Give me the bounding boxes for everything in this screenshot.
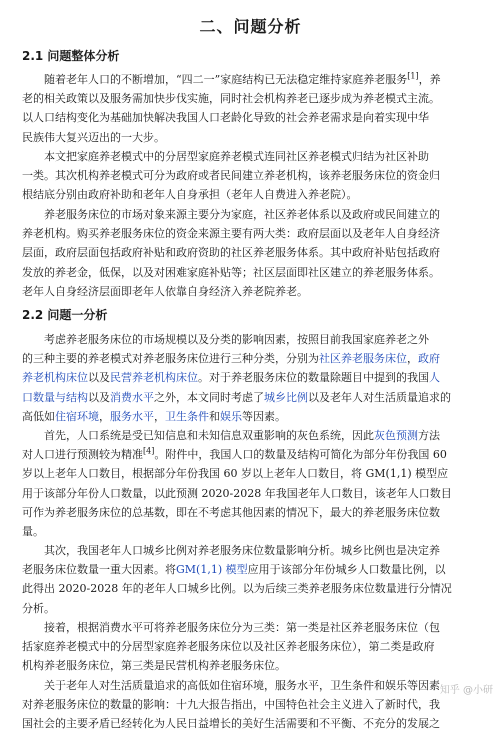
section-2-2-paragraph-1 [22,330,480,426]
section-2-1-paragraph-2 [22,147,480,205]
link-gm-model[interactable]: GM(1,1) 模型 [176,563,248,577]
text-line: 老年人自身经济层面即老年人依靠自身经济入养老院养老。 [22,284,308,298]
text-line: 发放的养老金，低保，以及对困难家庭补贴等；社区层面即社区建立的养老服务体系。 [22,265,440,279]
text-run: 首先，人口系统是受已知信息和未知信息双重影响的灰色系统，因此 [22,429,374,442]
text-run: 之外，本文同时考虑了 [154,390,264,404]
chapter-title: 二、问题分析 [199,17,302,36]
text-line: 本文把家庭养老模式中的分居型家庭养老模式连同社区养老模式归结为社区补助 [22,150,429,163]
text-line: 量。 [22,525,44,539]
section-2-2-heading: 2.2 问题一分析 [22,308,108,322]
text-run: 随着老年人口的不断增加，“四二一”家庭结构已无法稳定维持家庭养老服务 [22,73,408,86]
text-run: 以及 [88,371,110,385]
text-run: ，养 [418,73,441,86]
text-run: 应用于该部分年份城乡人口数量比例，以 [247,563,446,577]
text-line: 接着，根据消费水平可将养老服务床位分为三类：第一类是社区养老服务床位（包 [22,621,440,634]
section-2-1-paragraph-3 [22,205,480,301]
text-run: ， [407,352,418,366]
link-housing[interactable]: 住宿环境 [55,409,99,423]
text-line: 括家庭养老模式中的分居型家庭养老服务床位以及社区养老服务床位），第二类是政府 [22,640,435,654]
text-run: 。对于养老服务床位的数量除题目中提到的我国 [198,371,429,385]
text-run: 高低如 [22,409,55,423]
text-line: 根结底分别由政府补助和老年人自身承担（老年人自费进入养老院）。 [22,188,358,202]
section-2-2-paragraph-3 [22,541,480,618]
text-line: 用于该部分年份人口数量，以此预测 2020-2028 年我国老年人口数目，该老年人口数目 [22,486,452,500]
text-line: 民族伟大复兴迈出的一大步。 [22,130,165,144]
text-line: 对养老服务床位的数量的影响：十九大报告指出，中国特色社会主义进入了新时代，我 [22,698,440,712]
link-private-beds[interactable]: 民营养老机构床位 [110,371,198,385]
citation-1[interactable]: [1] [407,71,419,81]
text-run: 老服务床位数量一重大因素。将 [22,563,176,577]
text-line: 其次，我国老年人口城乡比例对养老服务床位数量影响分析。城乡比例也是决定养 [22,544,440,557]
text-run: 等因素。 [242,409,286,423]
text-run: ， [154,409,165,423]
text-line: 层面，政府层面包括政府补贴和政府资助的社区养老服务体系。其中政府补贴包括政府 [22,246,440,260]
citation-4[interactable]: [4] [143,446,155,456]
section-2-1-heading: 2.1 问题整体分析 [22,49,120,63]
text-line: 岁以上老年人口数目，根据部分年份我国 60 岁以上老年人口数目，将 GM(1,1) 模型应 [22,467,449,481]
section-2-2-paragraph-5 [22,676,480,734]
text-run: 对人口进行预测较为精准 [22,448,143,462]
link-hygiene[interactable]: 卫生条件 [165,409,209,423]
text-line: 一类。其次机构养老模式可分为政府或者民间建立养老机构，该养老服务床位的资金归 [22,169,440,183]
text-line: 关于老年人对生活质量追求的高低如住宿环境，服务水平，卫生条件和娱乐等因素 [22,679,440,692]
text-run: 方法 [418,429,440,442]
text-line: 此得出 2020-2028 年的老年人口城乡比例。以为后续三类养老服务床位数量进行分情况 [22,582,452,596]
link-consumption-level[interactable]: 消费水平 [110,390,154,404]
text-line: 以人口结构变化为基础加快解决我国人口老龄化导致的社会养老需求是向着实现中华 [22,111,429,125]
link-government-beds-part2[interactable]: 养老机构床位 [22,371,88,385]
text-run: 。附件中，我国人口的数量及结构可简化为部分年份我国 60 [154,448,447,462]
text-run: 的三种主要的养老模式对养老服务床位进行三种分类，分别为 [22,352,319,366]
text-line: 养老服务床位的市场对象来源主要分为家庭，社区养老体系以及政府或民间建立的 [22,208,440,221]
text-line: 可作为养老服务床位的总基数，即在不考虑其他因素的情况下，最大的养老服务床位数 [22,505,440,519]
link-grey-prediction[interactable]: 灰色预测 [374,429,418,442]
link-service-level[interactable]: 服务水平 [110,409,154,423]
text-line: 机构养老服务床位，第三类是民营机构养老服务床位。 [22,659,286,673]
link-population-part2[interactable]: 口数量与结构 [22,390,88,404]
text-line: 养老机构。购买养老服务床位的资金来源主要有两大类：政府层面以及老年人自身经济 [22,227,440,241]
section-2-1-paragraph-1 [22,70,480,147]
text-line: 考虑养老服务床位的市场规模以及分类的影响因素，按照目前我国家庭养老之外 [22,333,429,346]
watermark: 知乎 @小研 [439,685,493,696]
text-run: 以及老年人对生活质量追求的 [308,390,451,404]
text-run: 和 [209,409,220,423]
link-government-beds-part1[interactable]: 政府 [418,352,440,366]
text-run: ， [99,409,110,423]
link-entertainment[interactable]: 娱乐 [220,409,242,423]
text-line: 老的相关政策以及服务需加快步伐实施，同时社会机构养老已逐步成为养老模式主流。 [22,92,440,106]
section-2-2-paragraph-2 [22,426,480,541]
section-2-2-paragraph-4 [22,618,480,676]
link-community-beds[interactable]: 社区养老服务床位 [319,352,407,366]
link-urban-rural-ratio[interactable]: 城乡比例 [264,390,308,404]
text-line: 国社会的主要矛盾已经转化为人民日益增长的美好生活需要和不平衡、不充分的发展之 [22,717,440,731]
text-run: 以及 [88,390,110,404]
text-line: 分析。 [22,601,55,615]
link-population-part1[interactable]: 人 [429,371,440,385]
